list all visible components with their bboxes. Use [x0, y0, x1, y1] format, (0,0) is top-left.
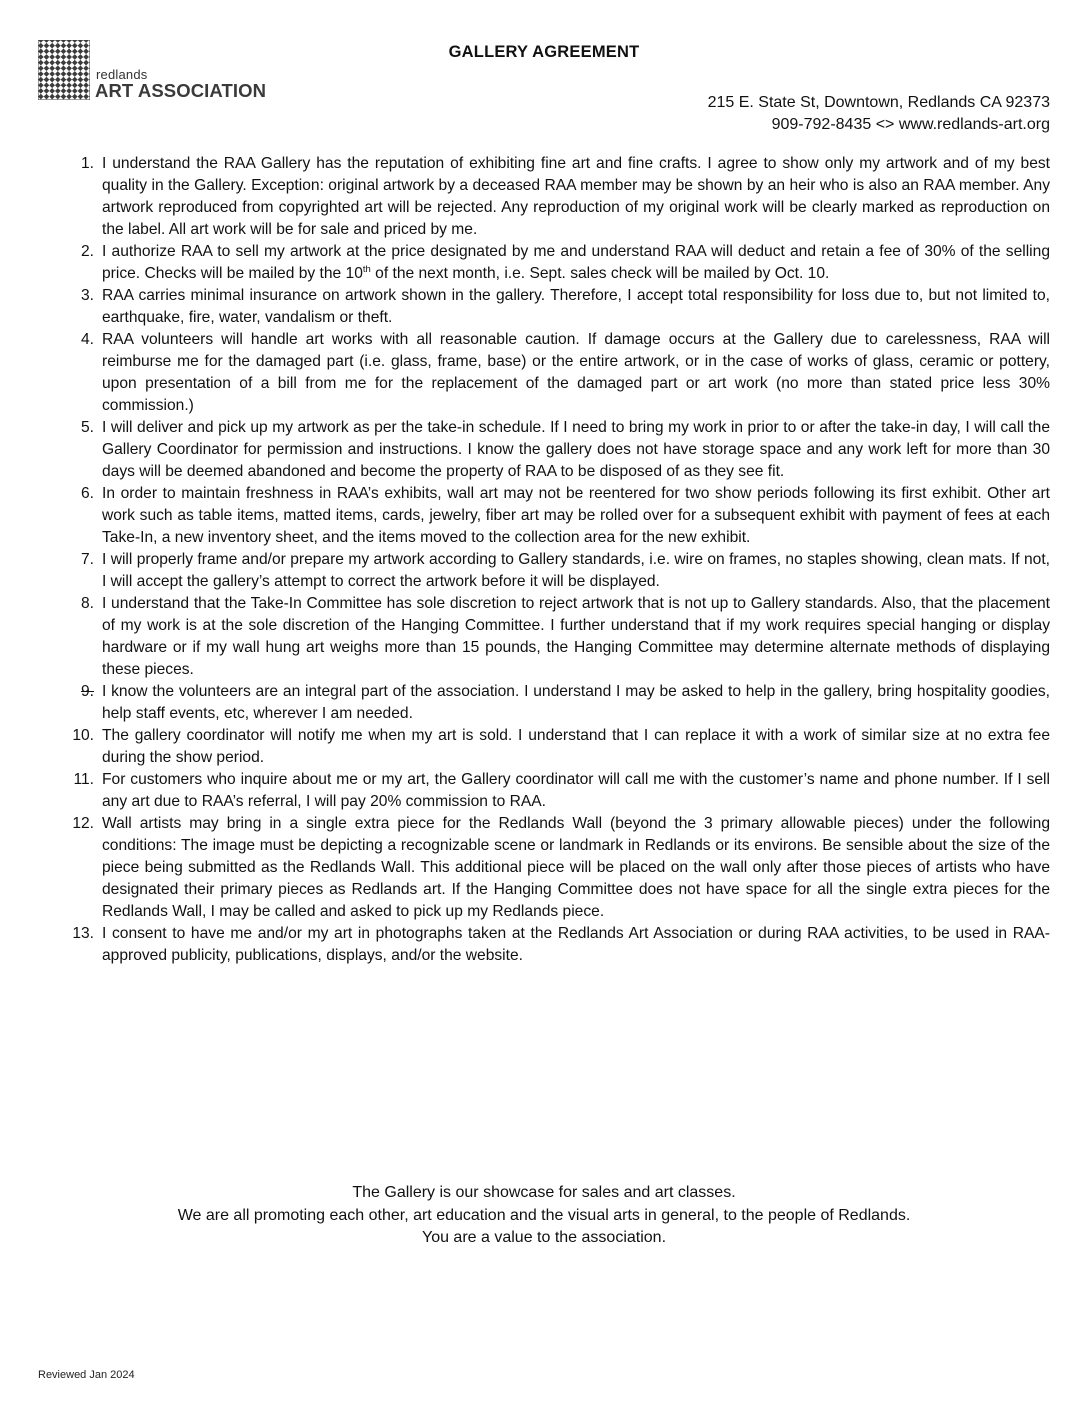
term-text: I know the volunteers are an integral part of the association. I understand I may be asked to help in the gallery, bring hospitality goodies, help staff events, etc, wherever I am needed.	[102, 683, 1050, 722]
list-item	[62, 813, 1050, 923]
term-number-struck: 9.	[80, 683, 94, 700]
list-item	[62, 681, 1050, 725]
term-number: 1.	[80, 155, 94, 172]
term-text: In order to maintain freshness in RAA’s exhibits, wall art may not be reentered for two show periods following its first exhibit. Other art work such as table items, matted items, cards, jewelry, fiber art may be rolled over for a subsequent exhibit with payment of fees at each Take-In, a new inventory sheet, and the items moved to the collection area for the new exhibit.	[102, 485, 1050, 546]
term-text: Wall artists may bring in a single extra piece for the Redlands Wall (beyond the 3 primary allowable pieces) under the following conditions: The image must be depicting a recognizable scene or landmark in Redlands or its environs. Be sensible about the size of the piece being submitted as the Redlands Wall. This additional piece will be placed on the wall only after those pieces of artists who have designated their primary pieces as Redlands art. If the Hanging Committee does not have space for all the single extra pieces for the Redlands Wall, I may be called and asked to pick up my Redlands piece.	[102, 815, 1050, 920]
page-title: GALLERY AGREEMENT	[448, 43, 640, 61]
term-number: 2.	[80, 243, 94, 260]
term-text: I consent to have me and/or my art in photographs taken at the Redlands Art Association or during RAA activities, to be used in RAA-approved publicity, publications, displays, and/or the website.	[102, 925, 1050, 964]
closing-statement	[0, 1182, 1088, 1250]
address-block	[708, 92, 1050, 136]
list-item	[62, 593, 1050, 681]
list-item	[62, 241, 1050, 285]
closing-line: The Gallery is our showcase for sales and art classes.	[352, 1184, 736, 1201]
term-number: 5.	[80, 419, 94, 436]
term-text: I understand the RAA Gallery has the reputation of exhibiting fine art and fine crafts. I agree to show only my artwork and of my best quality in the Gallery. Exception: original artwork by a deceased RAA member may be shown by an heir who is also an RAA member. Any artwork reproduced from copyrighted art will be rejected. Any reproduction of my original work will be clearly marked as reproduction on the label. All art work will be for sale and priced by me.	[102, 155, 1050, 238]
term-text: I will deliver and pick up my artwork as per the take-in schedule. If I need to bring my work in prior to or after the take-in day, I will call the Gallery Coordinator for permission and instructions. I know the gallery does not have storage space and any work left for more than 30 days will be deemed abandoned and become the property of RAA to be disposed of as they see fit.	[102, 419, 1050, 480]
term-text	[102, 243, 1050, 282]
list-item	[62, 769, 1050, 813]
contact-line: 909-792-8435 <> www.redlands-art.org	[771, 116, 1050, 133]
term-number: 8.	[80, 595, 94, 612]
term-text: I understand that the Take-In Committee has sole discretion to reject artwork that is not up to Gallery standards. Also, that the placement of my work is at the sole discretion of the Hanging Committee. I further understand that if my work requires special hanging or display hardware or if my wall hung art weighs more than 15 pounds, the Hanging Committee may determine alternate methods of displaying these pieces.	[102, 595, 1050, 678]
list-item	[62, 483, 1050, 549]
list-item	[62, 417, 1050, 483]
term-text: RAA volunteers will handle art works with all reasonable caution. If damage occurs at the Gallery due to carelessness, RAA will reimburse me for the damaged part (i.e. glass, frame, base) or the entire artwork, or in the case of works of glass, ceramic or pottery, upon presentation of a bill from me for the replacement of the damaged part or art work (no more than stated price less 30% commission.)	[102, 331, 1050, 414]
list-item	[62, 923, 1050, 967]
term-text: The gallery coordinator will notify me when my art is sold. I understand that I can replace it with a work of similar size at no extra fee during the show period.	[102, 727, 1050, 766]
term-number: 10.	[72, 727, 94, 744]
logo-text-small: redlands	[96, 67, 148, 82]
term-number: 11.	[73, 771, 94, 788]
list-item	[62, 725, 1050, 769]
reviewed-date: Reviewed Jan 2024	[38, 1369, 135, 1381]
logo-text-big: ART ASSOCIATION	[95, 80, 267, 101]
term-text-part: of the next month, i.e. Sept. sales check will be mailed by Oct. 10.	[370, 265, 830, 282]
closing-line: We are all promoting each other, art education and the visual arts in general, to the people of Redlands.	[177, 1206, 911, 1224]
term-text: I will properly frame and/or prepare my artwork according to Gallery standards, i.e. wire on frames, no staples showing, clean mats. If not, I will accept the gallery’s attempt to correct the artwork before it will be displayed.	[102, 551, 1050, 590]
term-number: 7.	[80, 551, 94, 568]
ordinal-suffix: th	[362, 264, 371, 275]
term-number: 6.	[80, 485, 94, 502]
term-number: 12.	[72, 815, 94, 832]
address-line: 215 E. State St, Downtown, Redlands CA 92373	[707, 94, 1050, 111]
term-number: 4.	[80, 331, 94, 348]
list-item	[62, 153, 1050, 241]
term-text: RAA carries minimal insurance on artwork shown in the gallery. Therefore, I accept total responsibility for loss due to, but not limited to, earthquake, fire, water, vandalism or theft.	[102, 287, 1050, 326]
term-text-part: I authorize RAA to sell my artwork at the price designated by me and understand RAA will deduct and retain a fee of 30% of the selling price. Checks will be mailed by the 10	[102, 243, 1050, 282]
closing-line: You are a value to the association.	[421, 1229, 667, 1246]
term-number: 3.	[80, 287, 94, 304]
term-number: 13.	[72, 925, 94, 942]
list-item	[62, 285, 1050, 329]
agreement-terms-list	[62, 153, 1050, 967]
term-text: For customers who inquire about me or my art, the Gallery coordinator will call me with the customer’s name and phone number. If I sell any art due to RAA’s referral, I will pay 20% commission to RAA.	[102, 771, 1050, 810]
list-item	[62, 549, 1050, 593]
list-item	[62, 329, 1050, 417]
